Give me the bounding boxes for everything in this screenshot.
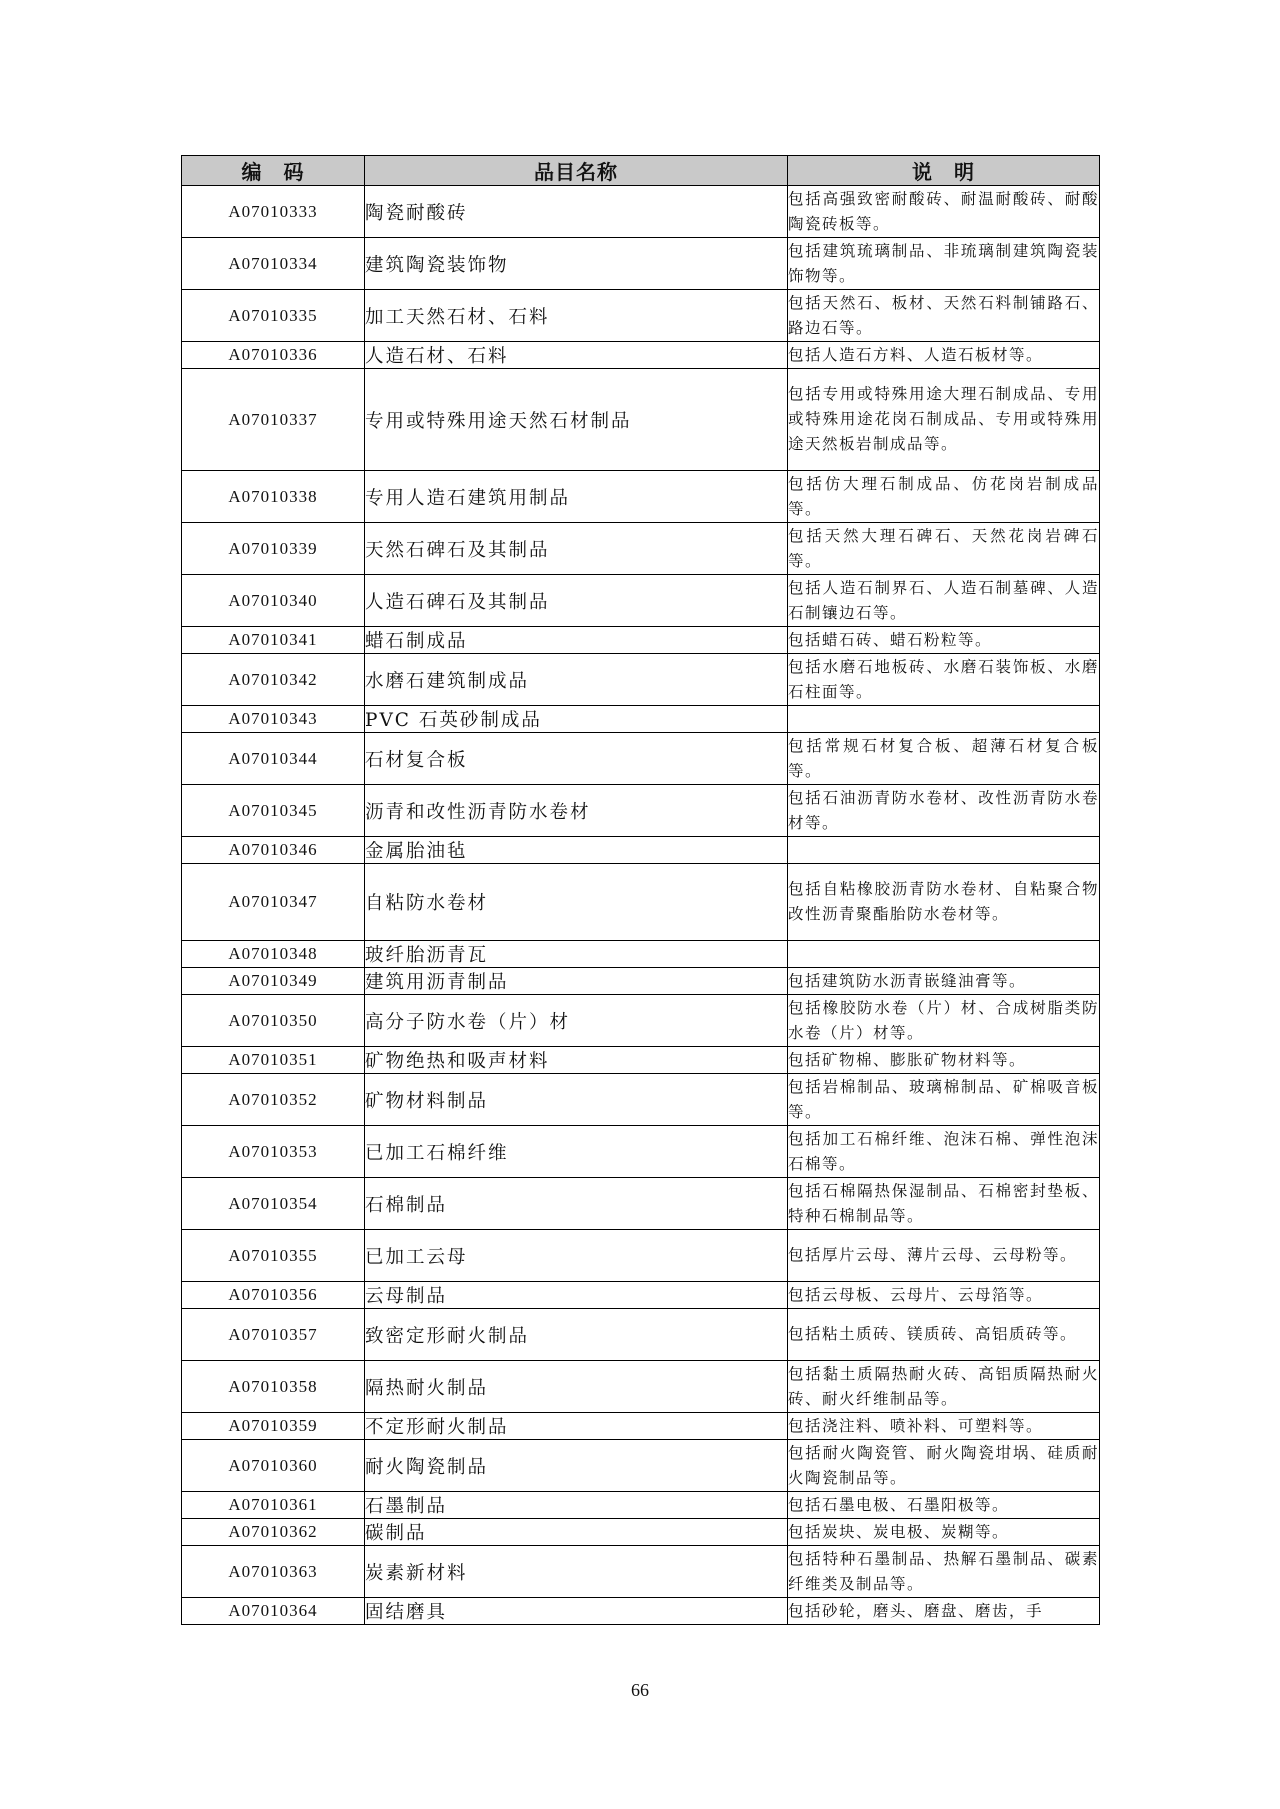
table-row — [182, 1519, 1100, 1546]
row-desc: 包括蜡石砖、蜡石粉粒等。 — [788, 627, 1100, 654]
table-row — [182, 369, 1100, 471]
row-desc: 包括建筑琉璃制品、非琉璃制建筑陶瓷装饰物等。 — [788, 238, 1100, 290]
row-code: A07010347 — [182, 864, 365, 941]
row-name: 水磨石建筑制成品 — [365, 654, 788, 706]
row-name: 专用或特殊用途天然石材制品 — [365, 369, 788, 471]
row-code: A07010341 — [182, 627, 365, 654]
header-name: 品目名称 — [365, 156, 788, 186]
table-header-row — [182, 156, 1100, 186]
row-code: A07010357 — [182, 1309, 365, 1361]
row-desc: 包括人造石制界石、人造石制墓碑、人造石制镶边石等。 — [788, 575, 1100, 627]
row-desc: 包括常规石材复合板、超薄石材复合板等。 — [788, 733, 1100, 785]
row-name: 隔热耐火制品 — [365, 1361, 788, 1413]
table-row — [182, 1546, 1100, 1598]
row-code: A07010335 — [182, 290, 365, 342]
row-desc: 包括仿大理石制成品、仿花岗岩制成品等。 — [788, 471, 1100, 523]
row-name: 已加工云母 — [365, 1230, 788, 1282]
row-name: 天然石碑石及其制品 — [365, 523, 788, 575]
row-name: 固结磨具 — [365, 1598, 788, 1625]
row-code: A07010346 — [182, 837, 365, 864]
table-row — [182, 238, 1100, 290]
row-code: A07010338 — [182, 471, 365, 523]
row-desc: 包括橡胶防水卷（片）材、合成树脂类防水卷（片）材等。 — [788, 995, 1100, 1047]
row-name: 石材复合板 — [365, 733, 788, 785]
catalog-table — [181, 155, 1100, 1625]
row-name: 陶瓷耐酸砖 — [365, 186, 788, 238]
row-name: 石棉制品 — [365, 1178, 788, 1230]
table-row — [182, 342, 1100, 369]
row-desc: 包括炭块、炭电极、炭糊等。 — [788, 1519, 1100, 1546]
row-name: 玻纤胎沥青瓦 — [365, 941, 788, 968]
row-name: 蜡石制成品 — [365, 627, 788, 654]
row-name: 碳制品 — [365, 1519, 788, 1546]
row-name: 建筑用沥青制品 — [365, 968, 788, 995]
table-row — [182, 706, 1100, 733]
row-desc: 包括天然大理石碑石、天然花岗岩碑石等。 — [788, 523, 1100, 575]
page-number: 66 — [631, 1680, 649, 1700]
row-code: A07010340 — [182, 575, 365, 627]
table-body — [182, 186, 1100, 1625]
row-name: 专用人造石建筑用制品 — [365, 471, 788, 523]
row-code: A07010352 — [182, 1074, 365, 1126]
table-row — [182, 471, 1100, 523]
table-row — [182, 1309, 1100, 1361]
row-name: 矿物绝热和吸声材料 — [365, 1047, 788, 1074]
table-row — [182, 1361, 1100, 1413]
row-code: A07010356 — [182, 1282, 365, 1309]
row-name: 高分子防水卷（片）材 — [365, 995, 788, 1047]
table-row — [182, 995, 1100, 1047]
row-code: A07010334 — [182, 238, 365, 290]
row-code: A07010333 — [182, 186, 365, 238]
row-desc: 包括特种石墨制品、热解石墨制品、碳素纤维类及制品等。 — [788, 1546, 1100, 1598]
row-name: 人造石材、石料 — [365, 342, 788, 369]
row-code: A07010361 — [182, 1492, 365, 1519]
row-name: 耐火陶瓷制品 — [365, 1440, 788, 1492]
header-code: 编 码 — [182, 156, 365, 186]
row-desc: 包括人造石方料、人造石板材等。 — [788, 342, 1100, 369]
table-row — [182, 1492, 1100, 1519]
row-name: 建筑陶瓷装饰物 — [365, 238, 788, 290]
table-row — [182, 733, 1100, 785]
header-desc: 说 明 — [788, 156, 1100, 186]
row-desc: 包括天然石、板材、天然石料制铺路石、路边石等。 — [788, 290, 1100, 342]
row-name: 金属胎油毡 — [365, 837, 788, 864]
row-desc: 包括耐火陶瓷管、耐火陶瓷坩埚、硅质耐火陶瓷制品等。 — [788, 1440, 1100, 1492]
row-desc — [788, 941, 1100, 968]
table-row — [182, 1047, 1100, 1074]
row-name: 人造石碑石及其制品 — [365, 575, 788, 627]
row-desc — [788, 837, 1100, 864]
table-row — [182, 837, 1100, 864]
row-name: 致密定形耐火制品 — [365, 1309, 788, 1361]
table-row — [182, 1282, 1100, 1309]
row-name: 不定形耐火制品 — [365, 1413, 788, 1440]
row-code: A07010343 — [182, 706, 365, 733]
row-desc: 包括石油沥青防水卷材、改性沥青防水卷材等。 — [788, 785, 1100, 837]
row-name: 自粘防水卷材 — [365, 864, 788, 941]
row-desc: 包括建筑防水沥青嵌缝油膏等。 — [788, 968, 1100, 995]
row-code: A07010353 — [182, 1126, 365, 1178]
row-code: A07010360 — [182, 1440, 365, 1492]
table-row — [182, 290, 1100, 342]
table-row — [182, 1598, 1100, 1625]
row-desc: 包括黏土质隔热耐火砖、高铝质隔热耐火砖、耐火纤维制品等。 — [788, 1361, 1100, 1413]
table-row — [182, 864, 1100, 941]
row-code: A07010363 — [182, 1546, 365, 1598]
row-code: A07010344 — [182, 733, 365, 785]
row-desc: 包括粘土质砖、镁质砖、高铝质砖等。 — [788, 1309, 1100, 1361]
row-desc: 包括加工石棉纤维、泡沫石棉、弹性泡沫石棉等。 — [788, 1126, 1100, 1178]
row-code: A07010354 — [182, 1178, 365, 1230]
table-row — [182, 1230, 1100, 1282]
table-row — [182, 968, 1100, 995]
row-desc: 包括石棉隔热保湿制品、石棉密封垫板、特种石棉制品等。 — [788, 1178, 1100, 1230]
row-desc: 包括水磨石地板砖、水磨石装饰板、水磨石柱面等。 — [788, 654, 1100, 706]
row-desc: 包括砂轮，磨头、磨盘、磨齿，手 — [788, 1598, 1100, 1625]
table-row — [182, 575, 1100, 627]
row-code: A07010350 — [182, 995, 365, 1047]
row-name: 云母制品 — [365, 1282, 788, 1309]
table-row — [182, 941, 1100, 968]
row-code: A07010362 — [182, 1519, 365, 1546]
table-row — [182, 1178, 1100, 1230]
table-row — [182, 654, 1100, 706]
table-row — [182, 785, 1100, 837]
row-desc: 包括厚片云母、薄片云母、云母粉等。 — [788, 1230, 1100, 1282]
row-name: 炭素新材料 — [365, 1546, 788, 1598]
row-desc: 包括石墨电极、石墨阳极等。 — [788, 1492, 1100, 1519]
row-code: A07010337 — [182, 369, 365, 471]
row-code: A07010364 — [182, 1598, 365, 1625]
row-desc: 包括高强致密耐酸砖、耐温耐酸砖、耐酸陶瓷砖板等。 — [788, 186, 1100, 238]
row-code: A07010342 — [182, 654, 365, 706]
row-code: A07010349 — [182, 968, 365, 995]
table-row — [182, 523, 1100, 575]
row-code: A07010359 — [182, 1413, 365, 1440]
row-code: A07010358 — [182, 1361, 365, 1413]
row-desc — [788, 706, 1100, 733]
row-name: 石墨制品 — [365, 1492, 788, 1519]
row-code: A07010345 — [182, 785, 365, 837]
row-desc: 包括浇注料、喷补料、可塑料等。 — [788, 1413, 1100, 1440]
row-desc: 包括专用或特殊用途大理石制成品、专用或特殊用途花岗石制成品、专用或特殊用途天然板岩制成品等。 — [788, 369, 1100, 471]
table-row — [182, 186, 1100, 238]
row-name: 沥青和改性沥青防水卷材 — [365, 785, 788, 837]
row-code: A07010336 — [182, 342, 365, 369]
row-name: 已加工石棉纤维 — [365, 1126, 788, 1178]
table-row — [182, 627, 1100, 654]
row-desc: 包括自粘橡胶沥青防水卷材、自粘聚合物改性沥青聚酯胎防水卷材等。 — [788, 864, 1100, 941]
table-row — [182, 1126, 1100, 1178]
row-name: PVC 石英砂制成品 — [365, 706, 788, 733]
row-code: A07010351 — [182, 1047, 365, 1074]
row-desc: 包括矿物棉、膨胀矿物材料等。 — [788, 1047, 1100, 1074]
row-name: 矿物材料制品 — [365, 1074, 788, 1126]
row-desc: 包括云母板、云母片、云母箔等。 — [788, 1282, 1100, 1309]
row-code: A07010348 — [182, 941, 365, 968]
table-row — [182, 1074, 1100, 1126]
table-row — [182, 1440, 1100, 1492]
row-name: 加工天然石材、石料 — [365, 290, 788, 342]
table-row — [182, 1413, 1100, 1440]
row-desc: 包括岩棉制品、玻璃棉制品、矿棉吸音板等。 — [788, 1074, 1100, 1126]
row-code: A07010355 — [182, 1230, 365, 1282]
row-code: A07010339 — [182, 523, 365, 575]
